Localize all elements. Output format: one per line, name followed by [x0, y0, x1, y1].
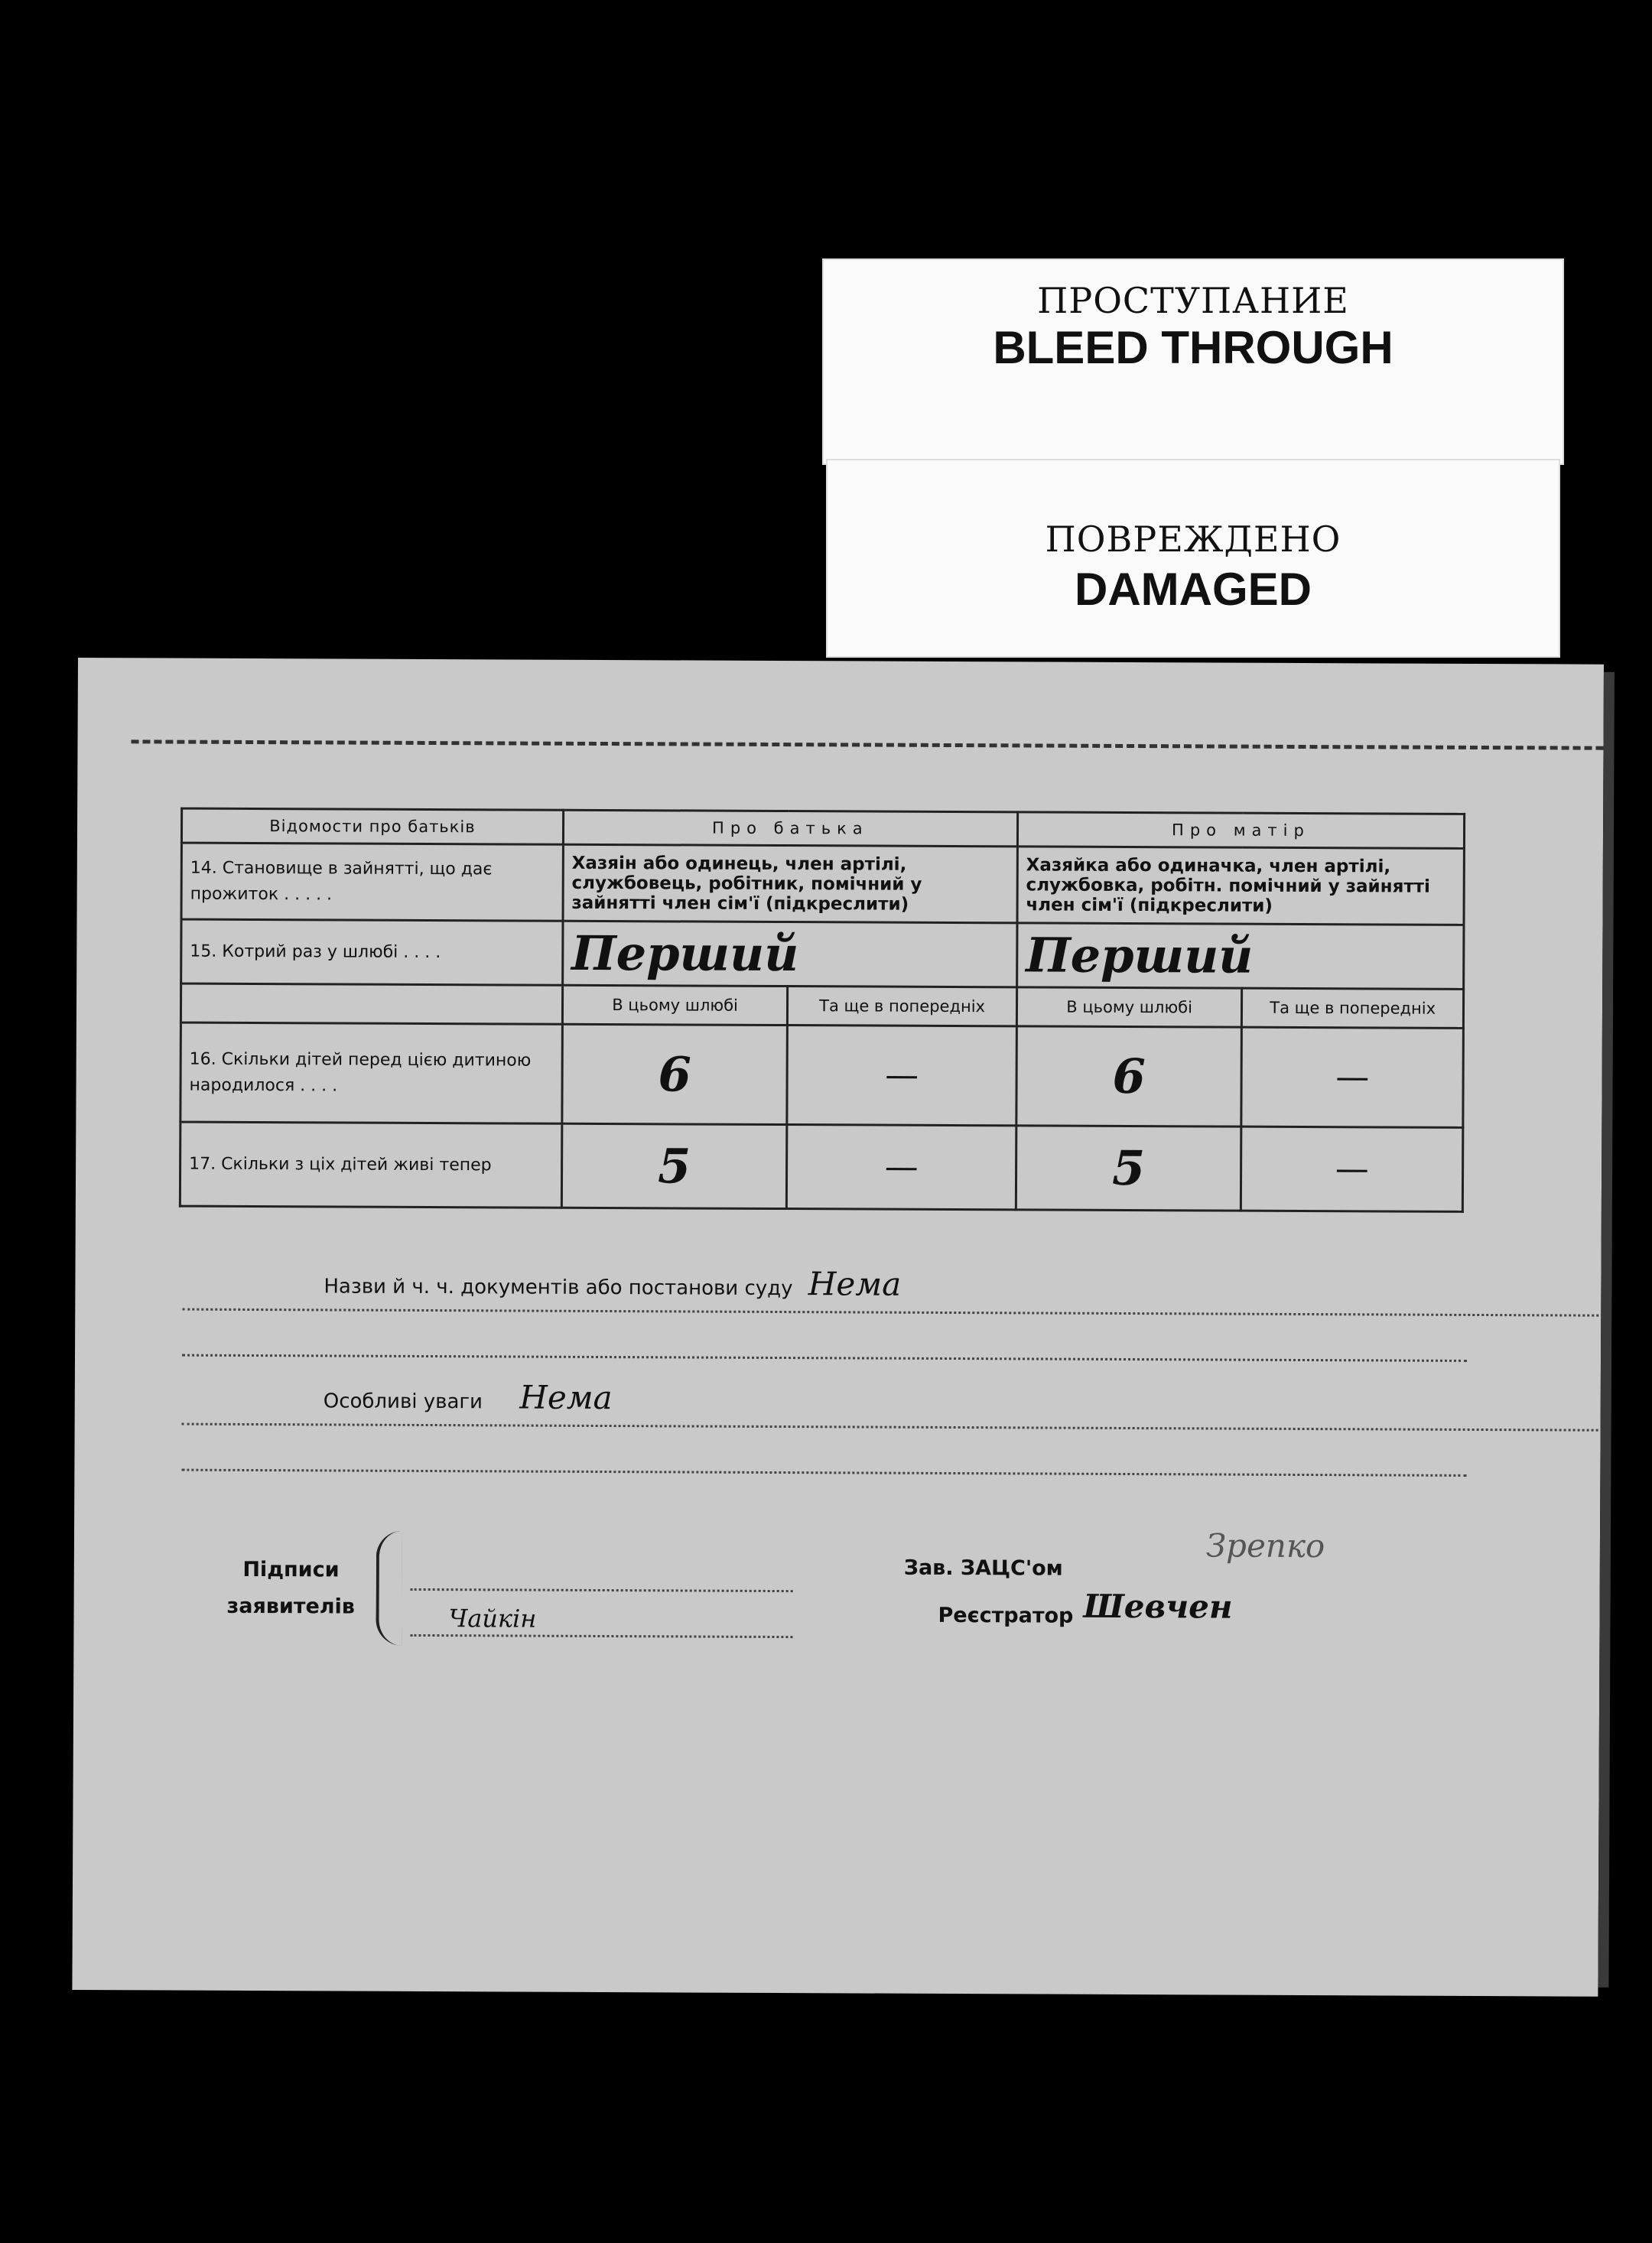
row16-mother-this: 6	[1016, 1026, 1242, 1126]
row14-label: 14. Становище в зайнятті, що дає прожиток . . . . .	[181, 843, 563, 921]
remarks-line	[182, 1377, 1608, 1432]
damaged-label-ru: ПОВРЕЖДЕНО	[1045, 518, 1341, 560]
row14-father-options: Хазяін або одинець, член артілі, службовець, робітник, помічний у зайнятті член сім'ї (підкреслити)	[563, 844, 1017, 923]
applicant-signatures-label	[226, 1552, 355, 1626]
remarks-line-2	[181, 1446, 1466, 1477]
damaged-label-en: DAMAGED	[1075, 564, 1312, 615]
signatures-brace	[376, 1531, 402, 1646]
table-header-row	[181, 808, 1464, 848]
damaged-notice	[826, 459, 1560, 658]
applicant-signature-line-2	[410, 1604, 792, 1638]
row16-mother-prev: —	[1241, 1027, 1463, 1127]
row16-father-prev: —	[787, 1026, 1016, 1126]
table-row-17	[180, 1122, 1462, 1211]
row16-father-this: 6	[562, 1024, 788, 1124]
bleed-through-notice	[822, 258, 1564, 465]
row17-father-this: 5	[561, 1123, 787, 1208]
signatures-label-line2: заявителів	[226, 1594, 355, 1619]
header-mother: Про матір	[1017, 812, 1464, 849]
signatures-label-line1: Підписи	[242, 1557, 340, 1582]
row17-father-prev: —	[787, 1125, 1016, 1210]
perforation-line	[132, 740, 1604, 749]
subheader-mother-prev: Та ще в попередніх	[1242, 988, 1464, 1028]
row15-mother-value: Перший	[1017, 923, 1464, 990]
subheader-father-this: В цьому шлюбі	[562, 985, 788, 1025]
bleed-through-label-en: BLEED THROUGH	[993, 322, 1393, 373]
row15-father-value: Перший	[562, 921, 1016, 987]
table-subheader-row	[180, 983, 1463, 1028]
applicant-signature: Чайкін	[448, 1604, 537, 1633]
head-of-registry-label: Зав. ЗАЦС'ом	[903, 1555, 1063, 1581]
parents-info-table	[179, 808, 1465, 1213]
row17-label: 17. Скільки з ціх дітей живі тепер	[180, 1122, 561, 1208]
table-row-16	[180, 1022, 1464, 1127]
head-signature: Зрепко	[1205, 1526, 1325, 1565]
remarks-label: Особливі уваги	[323, 1390, 483, 1414]
table-row-15	[181, 919, 1464, 989]
applicant-signature-line-1	[411, 1558, 793, 1592]
registrar-signature: Шевчен	[1083, 1587, 1233, 1626]
header-parents-info: Відомости про батьків	[181, 808, 563, 844]
header-father: Про батька	[563, 810, 1017, 847]
registrar-label: Реєстратор	[938, 1603, 1074, 1628]
row16-label: 16. Скільки дітей перед цією дитиною народилося . . . .	[180, 1022, 562, 1123]
bleed-through-label-ru: ПРОСТУПАНИЕ	[1037, 280, 1349, 321]
documents-label: Назви й ч. ч. документів або постанови суду	[324, 1275, 793, 1301]
subheader-father-prev: Та ще в попередніх	[788, 987, 1017, 1026]
table-row-14	[181, 843, 1464, 925]
documents-line	[182, 1263, 1608, 1317]
row17-mother-prev: —	[1241, 1126, 1463, 1211]
document-page	[72, 658, 1604, 1997]
row14-mother-options: Хазяйка або одиначка, член артілі, службовка, робітн. помічний у зайнятті член сім'ї (підкреслити)	[1017, 847, 1465, 925]
remarks-value: Нема	[519, 1378, 613, 1417]
row17-mother-this: 5	[1016, 1126, 1241, 1211]
subheader-mother-this: В цьому шлюбі	[1016, 987, 1242, 1027]
documents-line-2	[182, 1331, 1467, 1362]
row15-label: 15. Котрий раз у шлюбі . . . .	[181, 919, 563, 985]
documents-value: Нема	[808, 1265, 902, 1303]
